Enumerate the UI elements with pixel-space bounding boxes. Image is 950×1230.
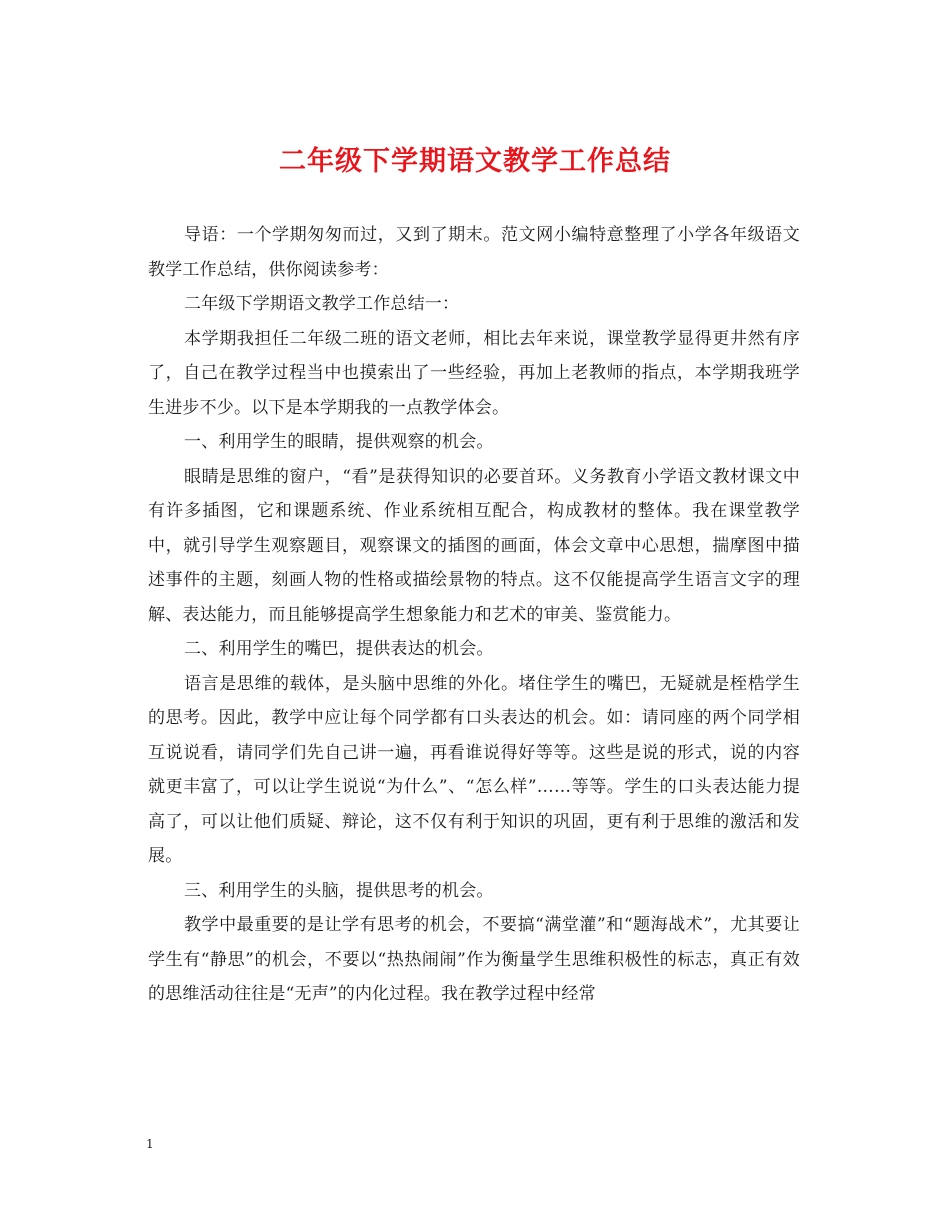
document-body bbox=[148, 218, 800, 1012]
paragraph-overview: 本学期我担任二年级二班的语文老师，相比去年来说，课堂教学显得更井然有序了，自己在教学过程当中也摸索出了一些经验，再加上老教师的指点，本学期我班学生进步不少。以下是本学期我的一点教学体会。 bbox=[148, 328, 800, 418]
paragraph-intro: 导语：一个学期匆匆而过，又到了期末。范文网小编特意整理了小学各年级语文教学工作总结，供你阅读参考： bbox=[148, 225, 800, 280]
paragraph-heading-brain: 三、利用学生的头脑，提供思考的机会。 bbox=[184, 880, 494, 901]
paragraph-section-heading: 二年级下学期语文教学工作总结一： bbox=[184, 294, 460, 314]
paragraph-eyes: 眼睛是思维的窗户，“看”是获得知识的必要首环。义务教育小学语文教材课文中有许多插图，它和课题系统、作业系统相互配合，构成教材的整体。我在课堂教学中，就引导学生观察题目，观察课文的插图的画面，体会文章中心思想，揣摩图中描述事件的主题，刻画人物的性格或描绘景物的特点。这不仅能提高学生语言文字的理解、表达能力，而且能够提高学生想象能力和艺术的审美、鉴赏能力。 bbox=[148, 466, 800, 625]
paragraph-brain: 教学中最重要的是让学有思考的机会，不要搞“满堂灌”和“题海战术”，尤其要让学生有“静思”的机会，不要以“热热闹闹”作为衡量学生思维积极性的标志，真正有效的思维活动往往是“无声”的内化过程。我在教学过程中经常 bbox=[148, 915, 800, 1004]
paragraph-heading-eyes: 一、利用学生的眼睛，提供观察的机会。 bbox=[184, 432, 494, 452]
paragraph-mouth: 语言是思维的载体，是头脑中思维的外化。堵住学生的嘴巴，无疑就是桎梏学生的思考。因此，教学中应让每个同学都有口头表达的机会。如：请同座的两个同学相互说说看，请同学们先自己讲一遍，再看谁说得好等等。这些是说的形式，说的内容就更丰富了，可以让学生说说“为什么”、“怎么样”……等等。学生的口头表达能力提高了，可以让他们质疑、辩论，这不仅有利于知识的巩固，更有利于思维的激活和发展。 bbox=[148, 673, 800, 866]
paragraph-heading-mouth: 二、利用学生的嘴巴，提供表达的机会。 bbox=[184, 639, 494, 659]
document-title: 二年级下学期语文教学工作总结 bbox=[279, 146, 671, 177]
page-number: 1 bbox=[146, 1137, 154, 1151]
